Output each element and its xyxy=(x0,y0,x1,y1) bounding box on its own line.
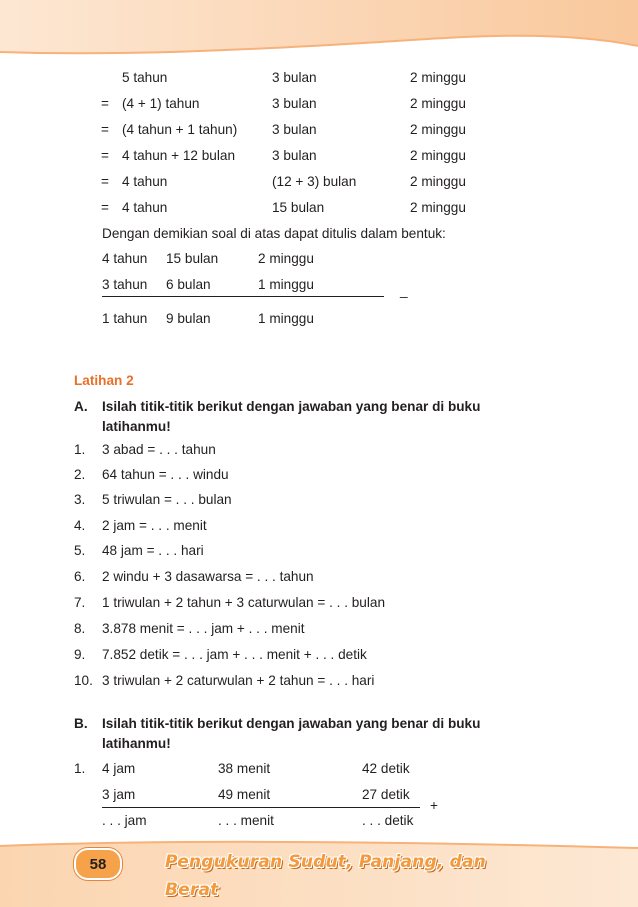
addition-line xyxy=(102,807,420,808)
question-4-text: 2 jam = . . . menit xyxy=(102,518,207,533)
sub-row-3-b: 9 bulan xyxy=(166,311,211,326)
example-row-1-b: 3 bulan xyxy=(272,96,317,111)
add-row-1-c: 42 detik xyxy=(362,761,410,776)
example-row-3-c: 2 minggu xyxy=(410,148,466,163)
part-a-letter: A. xyxy=(74,399,88,414)
sub-row-2-b: 6 bulan xyxy=(166,277,211,292)
question-5-number: 5. xyxy=(74,543,86,558)
example-row-0-b: 3 bulan xyxy=(272,70,317,85)
example-row-2-b: 3 bulan xyxy=(272,122,317,137)
question-10-text: 3 triwulan + 2 caturwulan + 2 tahun = . . . hari xyxy=(102,673,375,688)
example-note: Dengan demikian soal di atas dapat ditulis dalam bentuk: xyxy=(102,226,446,241)
question-1-number: 1. xyxy=(74,442,86,457)
question-3-text: 5 triwulan = . . . bulan xyxy=(102,492,232,507)
example-row-2-a: (4 tahun + 1 tahun) xyxy=(122,122,238,137)
sub-row-3-c: 1 minggu xyxy=(258,311,314,326)
example-row-1-eq: = xyxy=(101,96,109,111)
example-row-5-a: 4 tahun xyxy=(122,200,168,215)
minus-sign: _ xyxy=(400,283,408,298)
add-row-1-b: 38 menit xyxy=(218,761,271,776)
add-row-3-c: . . . detik xyxy=(362,813,414,828)
question-7-number: 7. xyxy=(74,595,86,610)
example-row-3-b: 3 bulan xyxy=(272,148,317,163)
header-decoration xyxy=(0,0,638,64)
example-row-3-eq: = xyxy=(101,148,109,163)
sub-row-3-a: 1 tahun xyxy=(102,311,148,326)
add-row-2-b: 49 menit xyxy=(218,787,271,802)
part-b-instruction-line-1: Isilah titik-titik berikut dengan jawaban yang benar di buku xyxy=(102,716,481,731)
subtraction-line xyxy=(102,296,384,297)
part-a-instruction-line-1: Isilah titik-titik berikut dengan jawaban yang benar di buku xyxy=(102,399,481,414)
question-1-text: 3 abad = . . . tahun xyxy=(102,442,216,457)
example-row-5-b: 15 bulan xyxy=(272,200,325,215)
example-row-4-b: (12 + 3) bulan xyxy=(272,174,357,189)
example-row-0-c: 2 minggu xyxy=(410,70,466,85)
sub-row-1-c: 2 minggu xyxy=(258,251,314,266)
question-3-number: 3. xyxy=(74,492,86,507)
section-title: Latihan 2 xyxy=(74,373,134,388)
sub-row-2-c: 1 minggu xyxy=(258,277,314,292)
example-row-2-eq: = xyxy=(101,122,109,137)
question-8-number: 8. xyxy=(74,621,86,636)
example-row-1-c: 2 minggu xyxy=(410,96,466,111)
example-row-5-eq: = xyxy=(101,200,109,215)
page-number: 58 xyxy=(74,848,122,880)
add-row-3-b: . . . menit xyxy=(218,813,274,828)
question-2-text: 64 tahun = . . . windu xyxy=(102,467,229,482)
question-8-text: 3.878 menit = . . . jam + . . . menit xyxy=(102,621,305,636)
example-row-0-a: 5 tahun xyxy=(122,70,168,85)
add-row-2-a: 3 jam xyxy=(102,787,136,802)
question-7-text: 1 triwulan + 2 tahun + 3 caturwulan = . . . bulan xyxy=(102,595,386,610)
example-row-4-eq: = xyxy=(101,174,109,189)
example-row-4-a: 4 tahun xyxy=(122,174,168,189)
example-row-2-c: 2 minggu xyxy=(410,122,466,137)
part-b-letter: B. xyxy=(74,716,88,731)
sub-row-2-a: 3 tahun xyxy=(102,277,148,292)
question-6-text: 2 windu + 3 dasawarsa = . . . tahun xyxy=(102,569,314,584)
question-2-number: 2. xyxy=(74,467,86,482)
question-5-text: 48 jam = . . . hari xyxy=(102,543,204,558)
question-9-text: 7.852 detik = . . . jam + . . . menit + . . . detik xyxy=(102,647,367,662)
example-row-3-a: 4 tahun + 12 bulan xyxy=(122,148,236,163)
question-4-number: 4. xyxy=(74,518,86,533)
part-b-instruction-line-2: latihanmu! xyxy=(102,736,171,751)
sub-row-1-b: 15 bulan xyxy=(166,251,219,266)
sub-row-1-a: 4 tahun xyxy=(102,251,148,266)
example-row-4-c: 2 minggu xyxy=(410,174,466,189)
part-a-instruction-line-2: latihanmu! xyxy=(102,419,171,434)
add-row-1-a: 4 jam xyxy=(102,761,136,776)
part-b-q1-number: 1. xyxy=(74,761,86,776)
question-9-number: 9. xyxy=(74,647,86,662)
plus-sign: + xyxy=(430,798,438,813)
question-10-number: 10. xyxy=(74,673,93,688)
add-row-3-a: . . . jam xyxy=(102,813,147,828)
example-row-5-c: 2 minggu xyxy=(410,200,466,215)
example-row-1-a: (4 + 1) tahun xyxy=(122,96,200,111)
chapter-title: Pengukuran Sudut, Panjang, dan Berat xyxy=(165,852,486,900)
question-6-number: 6. xyxy=(74,569,86,584)
add-row-2-c: 27 detik xyxy=(362,787,410,802)
